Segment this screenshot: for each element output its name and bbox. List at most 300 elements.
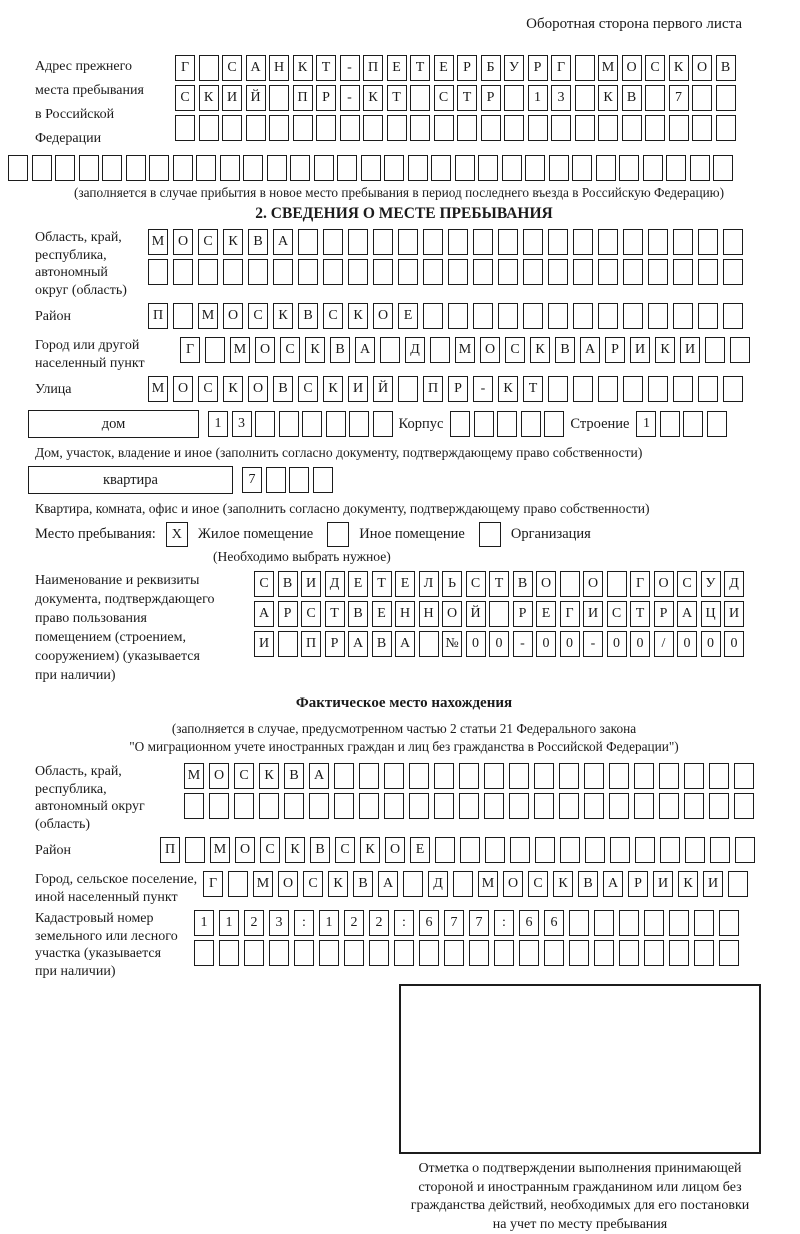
char-cell[interactable] [666,155,686,181]
char-cell[interactable] [573,259,593,285]
char-cell[interactable] [298,229,318,255]
char-cell[interactable] [584,763,604,789]
char-cell[interactable] [223,259,243,285]
char-cell[interactable]: - [340,85,360,111]
char-cell[interactable]: Й [246,85,266,111]
char-cell[interactable] [457,115,477,141]
char-cell[interactable] [609,763,629,789]
char-cell[interactable] [623,229,643,255]
char-cell[interactable] [373,259,393,285]
char-cell[interactable] [290,155,310,181]
char-cell[interactable] [698,303,718,329]
char-cell[interactable] [209,793,229,819]
char-cell[interactable] [326,411,346,437]
char-cell[interactable]: О [173,376,193,402]
char-cell[interactable] [669,115,689,141]
char-cell[interactable] [459,763,479,789]
char-cell[interactable]: В [330,337,350,363]
char-cell[interactable] [348,229,368,255]
char-cell[interactable]: А [580,337,600,363]
char-cell[interactable] [735,837,755,863]
char-cell[interactable] [473,229,493,255]
char-cell[interactable]: М [148,229,168,255]
char-cell[interactable]: К [360,837,380,863]
char-cell[interactable]: : [494,910,514,936]
char-cell[interactable] [410,115,430,141]
char-cell[interactable]: 7 [444,910,464,936]
char-cell[interactable] [484,763,504,789]
char-cell[interactable]: М [478,871,498,897]
char-cell[interactable]: О [385,837,405,863]
char-cell[interactable]: Ц [701,601,721,627]
char-cell[interactable]: Е [398,303,418,329]
char-cell[interactable] [373,411,393,437]
char-cell[interactable] [359,793,379,819]
char-cell[interactable] [648,376,668,402]
char-cell[interactable] [419,631,439,657]
char-cell[interactable] [548,259,568,285]
char-cell[interactable] [584,793,604,819]
char-cell[interactable]: Т [410,55,430,81]
char-cell[interactable]: 0 [489,631,509,657]
char-cell[interactable] [79,155,99,181]
char-cell[interactable]: П [148,303,168,329]
char-cell[interactable] [369,940,389,966]
char-cell[interactable]: В [555,337,575,363]
char-cell[interactable]: 1 [636,411,656,437]
char-cell[interactable] [669,940,689,966]
char-cell[interactable] [278,631,298,657]
char-cell[interactable] [430,337,450,363]
char-cell[interactable] [569,940,589,966]
char-cell[interactable] [473,259,493,285]
char-cell[interactable] [126,155,146,181]
char-cell[interactable]: К [553,871,573,897]
char-cell[interactable] [269,940,289,966]
char-cell[interactable]: Т [457,85,477,111]
char-cell[interactable] [560,837,580,863]
char-cell[interactable]: О [503,871,523,897]
char-cell[interactable] [573,303,593,329]
char-cell[interactable] [149,155,169,181]
char-cell[interactable] [380,337,400,363]
char-cell[interactable] [685,837,705,863]
char-cell[interactable] [684,763,704,789]
char-cell[interactable] [734,763,754,789]
char-cell[interactable] [266,467,286,493]
char-cell[interactable]: И [222,85,242,111]
char-cell[interactable] [705,337,725,363]
char-cell[interactable]: Р [325,631,345,657]
char-cell[interactable] [248,259,268,285]
char-cell[interactable] [598,229,618,255]
char-cell[interactable] [349,411,369,437]
char-cell[interactable] [384,155,404,181]
char-cell[interactable] [683,411,703,437]
char-cell[interactable]: Н [419,601,439,627]
char-cell[interactable] [534,763,554,789]
char-cell[interactable]: С [301,601,321,627]
char-cell[interactable]: К [348,303,368,329]
char-cell[interactable] [267,155,287,181]
char-cell[interactable]: 0 [536,631,556,657]
char-cell[interactable] [609,793,629,819]
char-cell[interactable] [309,793,329,819]
char-cell[interactable]: К [669,55,689,81]
char-cell[interactable]: П [363,55,383,81]
char-cell[interactable]: А [254,601,274,627]
char-cell[interactable] [273,259,293,285]
char-cell[interactable]: К [259,763,279,789]
char-cell[interactable]: М [184,763,204,789]
char-cell[interactable]: 1 [528,85,548,111]
char-cell[interactable] [148,259,168,285]
char-cell[interactable] [173,303,193,329]
char-cell[interactable]: 1 [219,910,239,936]
char-cell[interactable] [719,940,739,966]
char-cell[interactable] [228,871,248,897]
char-cell[interactable] [723,229,743,255]
char-cell[interactable] [450,411,470,437]
char-cell[interactable] [173,155,193,181]
char-cell[interactable] [544,940,564,966]
char-cell[interactable] [459,793,479,819]
char-cell[interactable]: Ь [442,571,462,597]
char-cell[interactable]: И [348,376,368,402]
char-cell[interactable] [559,763,579,789]
char-cell[interactable] [474,411,494,437]
char-cell[interactable] [723,303,743,329]
char-cell[interactable] [387,115,407,141]
char-cell[interactable] [692,115,712,141]
char-cell[interactable]: С [466,571,486,597]
char-cell[interactable]: Т [325,601,345,627]
char-cell[interactable] [337,155,357,181]
char-cell[interactable] [460,837,480,863]
char-cell[interactable] [222,115,242,141]
char-cell[interactable]: Т [372,571,392,597]
char-cell[interactable] [619,155,639,181]
char-cell[interactable] [716,85,736,111]
char-cell[interactable]: Т [523,376,543,402]
char-cell[interactable] [344,940,364,966]
char-cell[interactable]: 1 [208,411,228,437]
char-cell[interactable]: 3 [232,411,252,437]
char-cell[interactable] [481,115,501,141]
char-cell[interactable] [284,793,304,819]
char-cell[interactable] [173,259,193,285]
char-cell[interactable] [455,155,475,181]
char-cell[interactable] [645,85,665,111]
char-cell[interactable]: К [323,376,343,402]
char-cell[interactable] [469,940,489,966]
char-cell[interactable]: О [255,337,275,363]
char-cell[interactable]: О [654,571,674,597]
char-cell[interactable] [444,940,464,966]
char-cell[interactable] [359,763,379,789]
char-cell[interactable] [502,155,522,181]
char-cell[interactable]: 0 [560,631,580,657]
char-cell[interactable]: Е [372,601,392,627]
char-cell[interactable] [709,763,729,789]
char-cell[interactable]: Й [373,376,393,402]
char-cell[interactable] [523,229,543,255]
char-cell[interactable]: У [701,571,721,597]
char-cell[interactable]: О [223,303,243,329]
char-cell[interactable] [298,259,318,285]
char-cell[interactable] [734,793,754,819]
char-cell[interactable] [659,763,679,789]
char-cell[interactable]: А [273,229,293,255]
char-cell[interactable]: 0 [724,631,744,657]
char-cell[interactable]: К [273,303,293,329]
char-cell[interactable] [497,411,517,437]
char-cell[interactable]: 2 [344,910,364,936]
char-cell[interactable]: Е [410,837,430,863]
char-cell[interactable] [434,793,454,819]
char-cell[interactable]: К [223,376,243,402]
char-cell[interactable]: Р [481,85,501,111]
char-cell[interactable]: Р [457,55,477,81]
char-cell[interactable] [619,910,639,936]
char-cell[interactable]: Т [630,601,650,627]
char-cell[interactable]: М [598,55,618,81]
char-cell[interactable] [323,259,343,285]
char-cell[interactable] [594,910,614,936]
char-cell[interactable] [334,763,354,789]
char-cell[interactable]: Д [405,337,425,363]
char-cell[interactable] [403,871,423,897]
char-cell[interactable]: И [680,337,700,363]
char-cell[interactable] [293,115,313,141]
char-cell[interactable]: 6 [519,910,539,936]
char-cell[interactable] [559,793,579,819]
char-cell[interactable] [648,259,668,285]
char-cell[interactable] [509,763,529,789]
char-cell[interactable] [573,229,593,255]
char-cell[interactable] [294,940,314,966]
char-cell[interactable]: В [298,303,318,329]
char-cell[interactable] [598,303,618,329]
char-cell[interactable] [523,303,543,329]
char-cell[interactable]: С [175,85,195,111]
char-cell[interactable] [194,940,214,966]
char-cell[interactable] [713,155,733,181]
char-cell[interactable]: С [198,376,218,402]
char-cell[interactable] [489,601,509,627]
char-cell[interactable]: Н [395,601,415,627]
char-cell[interactable]: Д [724,571,744,597]
char-cell[interactable] [575,55,595,81]
char-cell[interactable] [410,85,430,111]
char-cell[interactable] [707,411,727,437]
char-cell[interactable] [423,229,443,255]
char-cell[interactable]: С [198,229,218,255]
char-cell[interactable]: С [607,601,627,627]
char-cell[interactable] [598,259,618,285]
char-cell[interactable]: Е [395,571,415,597]
char-cell[interactable] [244,940,264,966]
char-cell[interactable]: Г [203,871,223,897]
char-cell[interactable]: С [323,303,343,329]
char-cell[interactable]: К [199,85,219,111]
char-cell[interactable]: Р [513,601,533,627]
char-cell[interactable]: С [234,763,254,789]
char-cell[interactable]: 0 [607,631,627,657]
char-cell[interactable] [528,115,548,141]
char-cell[interactable] [634,763,654,789]
char-cell[interactable] [728,871,748,897]
char-cell[interactable] [434,115,454,141]
char-cell[interactable]: М [455,337,475,363]
char-cell[interactable] [645,115,665,141]
char-cell[interactable] [521,411,541,437]
char-cell[interactable]: 6 [419,910,439,936]
char-cell[interactable] [575,85,595,111]
char-cell[interactable]: М [198,303,218,329]
char-cell[interactable]: К [328,871,348,897]
char-cell[interactable] [598,376,618,402]
char-cell[interactable] [196,155,216,181]
char-cell[interactable]: П [301,631,321,657]
char-cell[interactable] [622,115,642,141]
char-cell[interactable] [363,115,383,141]
char-cell[interactable] [644,910,664,936]
char-cell[interactable] [698,229,718,255]
char-cell[interactable]: Т [489,571,509,597]
char-cell[interactable] [319,940,339,966]
char-cell[interactable]: С [260,837,280,863]
char-cell[interactable]: С [528,871,548,897]
char-cell[interactable]: В [622,85,642,111]
char-cell[interactable]: 1 [319,910,339,936]
char-cell[interactable]: 0 [677,631,697,657]
char-cell[interactable] [473,303,493,329]
char-cell[interactable] [205,337,225,363]
char-cell[interactable]: Д [325,571,345,597]
char-cell[interactable]: В [248,229,268,255]
char-cell[interactable] [548,376,568,402]
char-cell[interactable] [510,837,530,863]
char-cell[interactable] [692,85,712,111]
char-cell[interactable]: 0 [630,631,650,657]
char-cell[interactable]: О [278,871,298,897]
char-cell[interactable] [660,837,680,863]
char-cell[interactable]: Й [466,601,486,627]
char-cell[interactable] [434,763,454,789]
char-cell[interactable]: А [378,871,398,897]
char-cell[interactable]: М [230,337,250,363]
char-cell[interactable]: И [653,871,673,897]
char-cell[interactable] [361,155,381,181]
char-cell[interactable] [690,155,710,181]
char-cell[interactable] [175,115,195,141]
char-cell[interactable] [323,229,343,255]
char-cell[interactable]: О [692,55,712,81]
char-cell[interactable]: С [280,337,300,363]
checkbox-organizatsiya[interactable] [479,522,501,547]
char-cell[interactable]: С [335,837,355,863]
char-cell[interactable]: М [253,871,273,897]
checkbox-inoe[interactable] [327,522,349,547]
char-cell[interactable] [279,411,299,437]
char-cell[interactable]: Т [316,55,336,81]
char-cell[interactable]: И [301,571,321,597]
char-cell[interactable]: К [285,837,305,863]
char-cell[interactable] [534,793,554,819]
char-cell[interactable]: О [248,376,268,402]
char-cell[interactable] [523,259,543,285]
char-cell[interactable]: В [513,571,533,597]
char-cell[interactable]: Д [428,871,448,897]
char-cell[interactable]: Е [387,55,407,81]
char-cell[interactable]: 3 [551,85,571,111]
char-cell[interactable] [246,115,266,141]
char-cell[interactable] [373,229,393,255]
char-cell[interactable]: В [353,871,373,897]
char-cell[interactable] [716,115,736,141]
char-cell[interactable] [730,337,750,363]
char-cell[interactable] [316,115,336,141]
char-cell[interactable]: В [372,631,392,657]
char-cell[interactable] [398,259,418,285]
char-cell[interactable]: П [293,85,313,111]
char-cell[interactable]: В [273,376,293,402]
char-cell[interactable] [423,303,443,329]
char-cell[interactable]: Н [269,55,289,81]
char-cell[interactable] [549,155,569,181]
char-cell[interactable]: П [423,376,443,402]
char-cell[interactable]: В [716,55,736,81]
char-cell[interactable] [575,115,595,141]
char-cell[interactable] [313,467,333,493]
char-cell[interactable] [431,155,451,181]
char-cell[interactable] [509,793,529,819]
char-cell[interactable] [394,940,414,966]
char-cell[interactable]: С [505,337,525,363]
char-cell[interactable] [643,155,663,181]
char-cell[interactable]: Б [481,55,501,81]
char-cell[interactable] [55,155,75,181]
char-cell[interactable] [610,837,630,863]
char-cell[interactable] [710,837,730,863]
char-cell[interactable]: О [173,229,193,255]
char-cell[interactable] [585,837,605,863]
char-cell[interactable]: Р [448,376,468,402]
char-cell[interactable] [220,155,240,181]
char-cell[interactable] [255,411,275,437]
char-cell[interactable] [448,259,468,285]
char-cell[interactable] [659,793,679,819]
char-cell[interactable]: Е [536,601,556,627]
char-cell[interactable]: К [363,85,383,111]
char-cell[interactable]: 7 [242,467,262,493]
char-cell[interactable] [569,910,589,936]
char-cell[interactable]: Р [605,337,625,363]
char-cell[interactable]: С [645,55,665,81]
char-cell[interactable]: В [284,763,304,789]
char-cell[interactable] [184,793,204,819]
char-cell[interactable] [259,793,279,819]
char-cell[interactable]: 0 [701,631,721,657]
char-cell[interactable] [623,259,643,285]
char-cell[interactable] [314,155,334,181]
char-cell[interactable]: : [394,910,414,936]
char-cell[interactable] [269,85,289,111]
char-cell[interactable]: И [254,631,274,657]
char-cell[interactable] [548,303,568,329]
char-cell[interactable]: - [513,631,533,657]
